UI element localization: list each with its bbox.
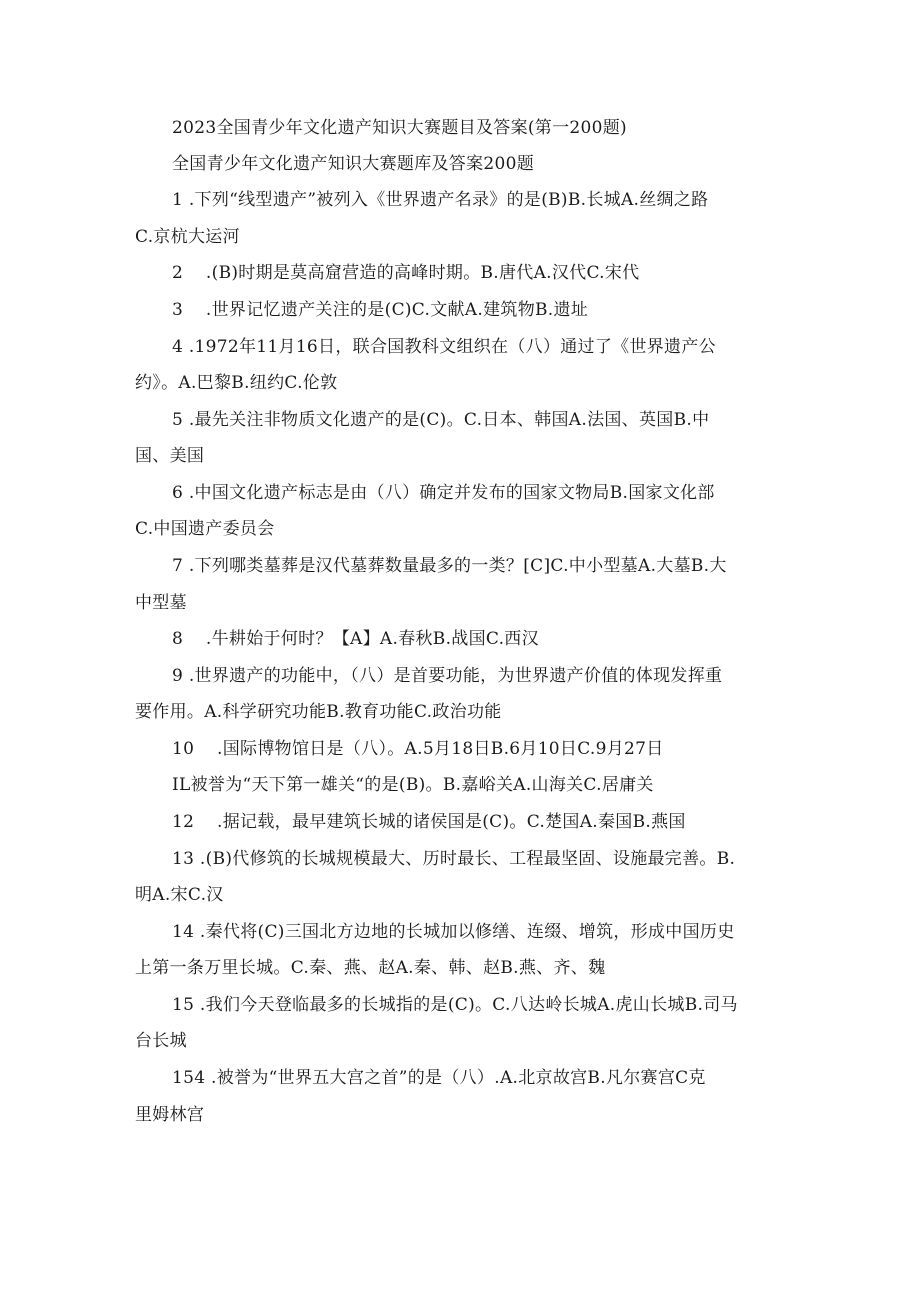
question-9-line-2: 要作用。A.科学研究功能B.教育功能C.政治功能 [135,702,502,722]
document-title: 2023全国青少年文化遗产知识大赛题目及答案(第一200题) [172,118,627,138]
question-1-line-1: 1 .下列“线型遗产”被列入《世界遗产名录》的是(B)B.长城A.丝绸之路 [172,190,709,210]
question-5-line-1: 5 .最先关注非物质文化遗产的是(C)。C.日本、韩国A.法国、英国B.中 [172,410,710,430]
question-10-line-1: 10 .国际博物馆日是（八）。A.5月18日B.6月10日C.9月27日 [172,739,664,759]
question-3-line-1: 3 .世界记忆遗产关注的是(C)C.文献A.建筑物B.遗址 [172,300,589,320]
question-4-line-1: 4 .1972年11月16日，联合国教科文组织在（八）通过了《世界遗产公 [172,337,716,357]
question-154-line-1: 154 .被誉为“世界五大宫之首”的是（八）.A.北京故宫B.凡尔赛宫C克 [172,1068,706,1088]
question-6-line-2: C.中国遗产委员会 [135,519,275,539]
question-8-line-1: 8 .牛耕始于何时？【A】A.春秋B.战国C.西汉 [172,629,539,649]
question-9-line-1: 9 .世界遗产的功能中，（八）是首要功能，为世界遗产价值的体现发挥重 [172,666,723,686]
question-13-line-2: 明A.宋C.汉 [135,885,224,905]
question-11-line-1: IL被誉为“天下第一雄关“的是(B)。B.嘉峪关A.山海关C.居庸关 [172,775,654,795]
question-13-line-1: 13 .(B)代修筑的长城规模最大、历时最长、工程最坚固、设施最完善。B. [172,849,736,869]
question-14-line-2: 上第一条万里长城。C.秦、燕、赵A.秦、韩、赵B.燕、齐、魏 [135,958,606,978]
question-7-line-1: 7 .下列哪类墓葬是汉代墓葬数量最多的一类？[C]C.中小型墓A.大墓B.大 [172,556,727,576]
question-5-line-2: 国、美国 [135,446,205,466]
question-4-line-2: 约》。A.巴黎B.纽约C.伦敦 [135,373,338,393]
question-6-line-1: 6 .中国文化遗产标志是由（八）确定并发布的国家文物局B.国家文化部 [172,483,715,503]
question-15-line-1: 15 .我们今天登临最多的长城指的是(C)。C.八达岭长城A.虎山长城B.司马 [172,995,738,1015]
question-15-line-2: 台长城 [135,1031,187,1051]
question-12-line-1: 12 .据记载，最早建筑长城的诸侯国是(C)。C.楚国A.秦国B.燕国 [172,812,686,832]
question-1-line-2: C.京杭大运河 [135,227,240,247]
document-subtitle: 全国青少年文化遗产知识大赛题库及答案200题 [172,154,535,174]
question-14-line-1: 14 .秦代将(C)三国北方边地的长城加以修缮、连缀、增筑，形成中国历史 [172,922,735,942]
question-154-line-2: 里姆林宫 [135,1105,205,1125]
question-2-line-1: 2 .(B)时期是莫高窟营造的高峰时期。B.唐代A.汉代C.宋代 [172,263,640,283]
question-7-line-2: 中型墓 [135,593,187,613]
